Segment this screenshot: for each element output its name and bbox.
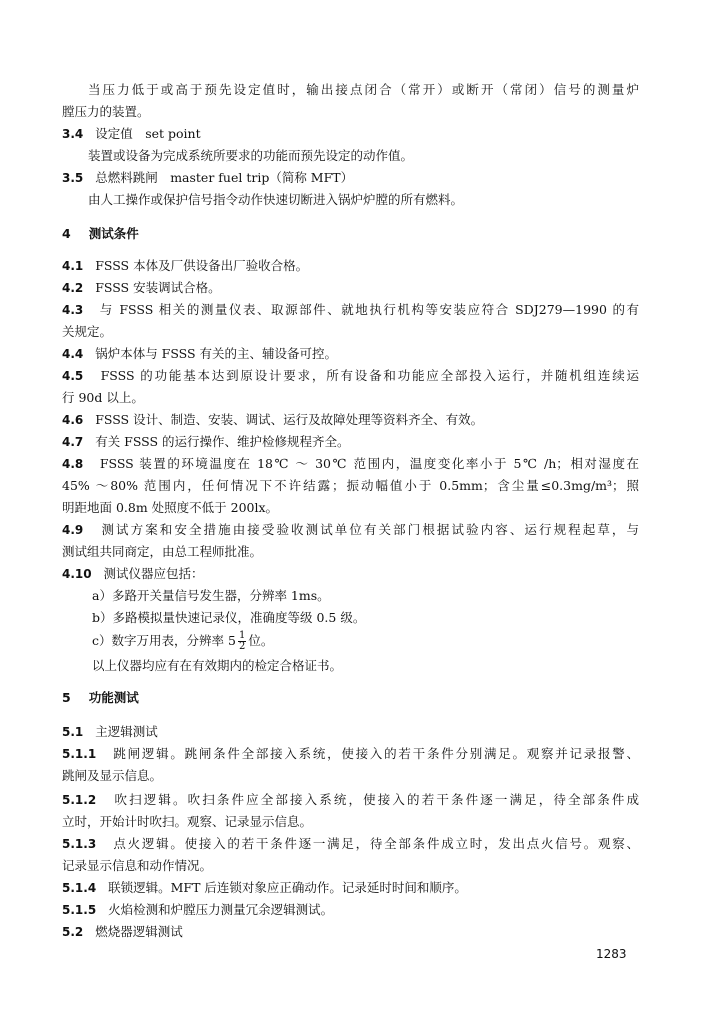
clause-text: 设定值 set point <box>95 126 201 141</box>
clause-5-1-1 <box>62 746 639 762</box>
clause-continuation: 记录显示信息和动作情况。 <box>62 858 213 873</box>
clause-text: 燃烧器逻辑测试 <box>95 924 183 939</box>
clause-text: 联锁逻辑。MFT 后连锁对象应正确动作。记录延时时间和顺序。 <box>108 880 467 895</box>
section-heading-4 <box>62 226 139 242</box>
clause-4-4 <box>62 346 337 362</box>
section-number: 4 <box>62 226 71 241</box>
clause-text: 跳闸逻辑。跳闸条件全部接入系统，使接入的若干条件分别满足。观察并记录报警、 <box>113 746 639 761</box>
clause-text: 测试方案和安全措施由接受验收测试单位有关部门根据试验内容、运行规程起草，与 <box>101 522 639 537</box>
clause-number: 4.8 <box>62 457 84 471</box>
section-number: 5 <box>62 690 71 705</box>
clause-5-1 <box>62 724 158 740</box>
clause-text: 火焰检测和炉膛压力测量冗余逻辑测试。 <box>108 902 334 917</box>
clause-3-5 <box>62 170 353 186</box>
clause-text: 点火逻辑。使接入的若干条件逐一满足，待全部条件成立时，发出点火信号。观察、 <box>113 836 639 851</box>
clause-number: 4.7 <box>62 435 84 449</box>
clause-5-1-2 <box>62 792 639 808</box>
clause-text: FSSS 本体及厂供设备出厂验收合格。 <box>95 258 309 273</box>
clause-continuation: 跳闸及显示信息。 <box>62 768 163 783</box>
section-heading-5 <box>62 690 139 706</box>
clause-number: 5.1.1 <box>62 747 97 761</box>
clause-body: 由人工操作或保护信号指令动作快速切断进入锅炉炉膛的所有燃料。 <box>88 192 464 207</box>
clause-number: 5.1.2 <box>62 793 97 807</box>
paragraph-line: 当压力低于或高于预先设定值时，输出接点闭合（常开）或断开（常闭）信号的测量炉 <box>88 82 639 97</box>
clause-5-1-4 <box>62 880 467 896</box>
clause-4-1 <box>62 258 308 274</box>
clause-continuation: 测试组共同商定，由总工程师批准。 <box>62 544 263 559</box>
clause-text: FSSS 的功能基本达到原设计要求，所有设备和功能应全部投入运行，并随机组连续运 <box>100 368 639 383</box>
list-item-b: b）多路模拟量快速记录仪，准确度等级 0.5 级。 <box>92 610 366 625</box>
clause-body: 装置或设备为完成系统所要求的功能而预先设定的动作值。 <box>88 148 414 163</box>
clause-4-8 <box>62 456 639 472</box>
clause-text: 锅炉本体与 FSSS 有关的主、辅设备可控。 <box>95 346 338 361</box>
clause-number: 4.9 <box>62 523 84 537</box>
clause-4-6 <box>62 412 483 428</box>
clause-4-9 <box>62 522 639 538</box>
fraction-numerator: 1 <box>238 630 246 641</box>
clause-text: 吹扫逻辑。吹扫条件应全部接入系统，使接入的若干条件逐一满足，待全部条件成 <box>114 792 639 807</box>
clause-continuation: 明距地面 0.8m 处照度不低于 200lx。 <box>62 500 279 515</box>
clause-4-5 <box>62 368 639 384</box>
clause-4-10 <box>62 566 204 582</box>
clause-number: 4.2 <box>62 281 84 295</box>
clause-number: 5.2 <box>62 925 84 939</box>
clause-number: 4.1 <box>62 259 84 273</box>
list-item-text: 位。 <box>248 633 274 648</box>
clause-number: 4.5 <box>62 369 84 383</box>
clause-number: 3.5 <box>62 171 84 185</box>
list-item-a: a）多路开关量信号发生器，分辨率 1ms。 <box>92 588 330 603</box>
section-title: 测试条件 <box>88 226 139 241</box>
clause-5-1-3 <box>62 836 639 852</box>
clause-text: FSSS 设计、制造、安装、调试、运行及故障处理等资料齐全、有效。 <box>95 412 484 427</box>
clause-text: 有关 FSSS 的运行操作、维护检修规程齐全。 <box>95 434 350 449</box>
clause-number: 5.1 <box>62 725 84 739</box>
clause-5-2 <box>62 924 183 940</box>
clause-number: 4.10 <box>62 567 92 581</box>
page-number: 1283 <box>596 947 627 961</box>
clause-text: FSSS 安装调试合格。 <box>95 280 221 295</box>
clause-text: 测试仪器应包括： <box>103 566 204 581</box>
list-item-c <box>92 628 273 654</box>
clause-number: 4.6 <box>62 413 84 427</box>
clause-text: 主逻辑测试 <box>95 724 158 739</box>
paragraph-line: 膛压力的装置。 <box>62 104 150 119</box>
clause-3-4 <box>62 126 201 142</box>
clause-text: FSSS 装置的环境温度在 18℃ ～ 30℃ 范围内，温度变化率小于 5℃ /h；相对湿度在 <box>99 456 640 471</box>
list-item-text: c）数字万用表，分辨率 5 <box>92 633 236 648</box>
clause-number: 3.4 <box>62 127 84 141</box>
clause-text: 与 FSSS 相关的测量仪表、取源部件、就地执行机构等安装应符合 SDJ279—1990 的有 <box>99 302 639 317</box>
clause-number: 5.1.5 <box>62 903 97 917</box>
note-line: 以上仪器均应有在有效期内的检定合格证书。 <box>92 658 343 673</box>
clause-text: 总燃料跳闸 master fuel trip（简称 MFT） <box>95 170 354 185</box>
clause-continuation: 关规定。 <box>62 324 113 339</box>
fraction-denominator: 2 <box>238 641 246 652</box>
clause-5-1-5 <box>62 902 333 918</box>
clause-continuation: 45% ～80% 范围内，任何情况下不许结露；振动幅值小于 0.5mm；含尘量≤0.3mg/m³；照 <box>62 478 639 493</box>
section-title: 功能测试 <box>88 690 139 705</box>
clause-number: 4.3 <box>62 303 84 317</box>
clause-number: 4.4 <box>62 347 84 361</box>
clause-4-3 <box>62 302 639 318</box>
clause-continuation: 行 90d 以上。 <box>62 390 144 405</box>
clause-4-7 <box>62 434 350 450</box>
clause-number: 5.1.3 <box>62 837 97 851</box>
clause-number: 5.1.4 <box>62 881 97 895</box>
clause-continuation: 立时，开始计时吹扫。观察、记录显示信息。 <box>62 814 313 829</box>
clause-4-2 <box>62 280 221 296</box>
fraction <box>238 631 246 652</box>
